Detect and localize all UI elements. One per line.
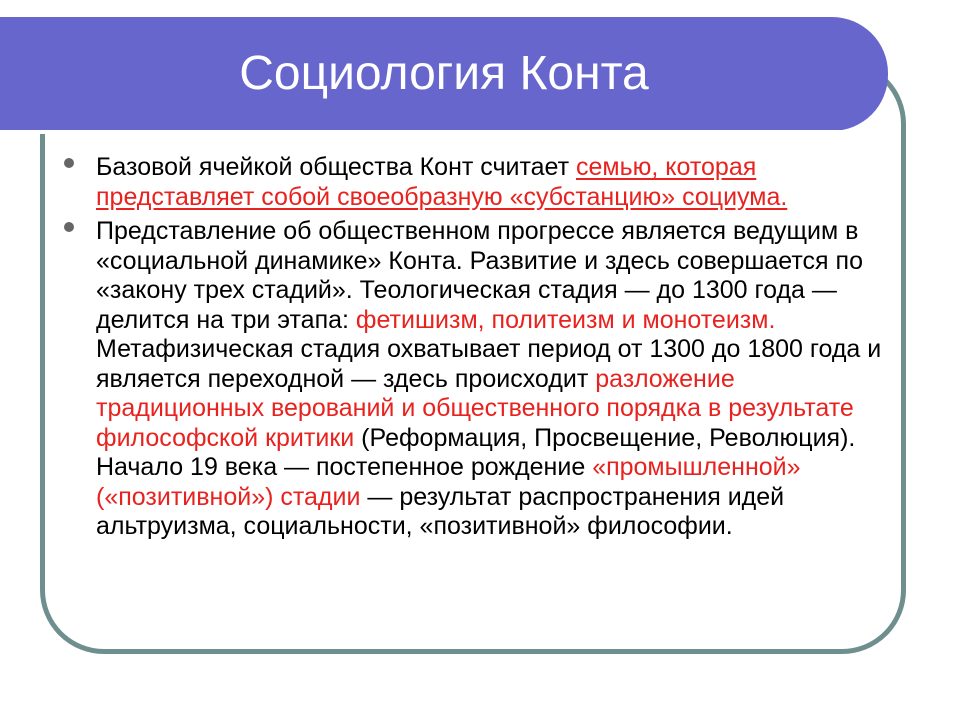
bullet-text: (Реформация, Просвещение, Революция). Начало 19 века — постепенное рождение	[96, 423, 856, 481]
slide-title: Социология Конта	[239, 47, 649, 100]
bullet-icon	[64, 158, 74, 168]
bullet-item	[62, 217, 902, 542]
bullet-item	[62, 153, 902, 212]
bullet-list	[62, 153, 902, 547]
bullet-text: Базовой ячейкой общества Конт считает	[96, 153, 577, 181]
highlight-text: «промышленной» («позитивной») стадии	[96, 453, 801, 511]
bullet-text: — результат распространения идей альтруизма, социальности, «позитивной» философии.	[96, 482, 785, 540]
highlight-text: разложение традиционных верований и общественного порядка в результате философской критики	[96, 364, 854, 452]
bullet-text: Представление об общественном прогрессе является ведущим в «социальной динамике» Конта. Развитие и здесь совершается по «закону трех стадий». Теологическая стадия — до 1300 года — делится на три этапа:	[96, 217, 863, 334]
bullet-icon	[64, 222, 74, 232]
highlight-text: фетишизм, политеизм и монотеизм.	[355, 305, 776, 334]
highlight-text: семью, которая представляет собой своеобразную «субстанцию» социума.	[96, 153, 788, 211]
bullet-text: Метафизическая стадия охватывает период от 1300 до 1800 года и является переходной — здесь происходит	[96, 335, 882, 393]
